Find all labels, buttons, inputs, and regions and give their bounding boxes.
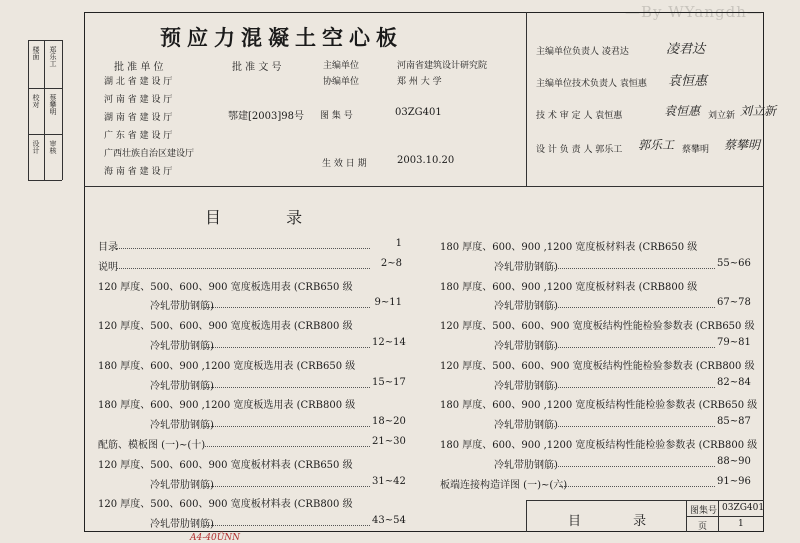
title-block-line xyxy=(686,516,764,517)
toc-leader-dots xyxy=(548,387,715,388)
atlas-label: 图 集 号 xyxy=(320,111,353,121)
toc-entry-text: 120 厚度、500、600、900 宽度板选用表 (CRB650 级 xyxy=(98,281,353,293)
toc-entry-page: 88~90 xyxy=(717,455,751,467)
design-name2: 蔡攀明 xyxy=(682,145,710,155)
toc-entry-text: 180 厚度、600、900 ,1200 宽度板选用表 (CRB650 级 xyxy=(98,360,356,372)
approve-unit: 河 南 省 建 设 厅 xyxy=(104,95,173,105)
strip-text: 校对 xyxy=(32,94,40,108)
toc-entry-text: 180 厚度、600、900 ,1200 宽度板材料表 (CRB650 级 xyxy=(440,242,698,253)
toc-entry-text: 冷轧带肋钢筋) xyxy=(494,380,558,392)
toc-entry-text: 180 厚度、600、900 ,1200 宽度板选用表 (CRB800 级 xyxy=(98,400,356,412)
strip-line xyxy=(28,134,62,135)
strip-line xyxy=(28,40,62,41)
strip-line xyxy=(28,180,62,181)
strip-text: 郑乐工 xyxy=(49,46,57,67)
title-block-atlas-value: 03ZG401 xyxy=(722,503,765,513)
toc-leader-dots xyxy=(548,268,715,269)
approve-unit: 广 东 省 建 设 厅 xyxy=(104,131,173,141)
approve-unit-label: 批 准 单 位 xyxy=(114,62,164,73)
signature-image: 袁恒惠 xyxy=(664,104,701,118)
title-block-line xyxy=(526,500,527,532)
tech-head: 主编单位技术负责人 袁恒惠 xyxy=(536,79,647,89)
toc-leader-dots xyxy=(548,347,715,348)
approve-unit: 湖 南 省 建 设 厅 xyxy=(104,113,173,123)
co-unit-value: 郑 州 大 学 xyxy=(397,77,442,87)
toc-leader-dots xyxy=(204,307,370,308)
signature-image: 刘立新 xyxy=(740,104,777,118)
toc-leader-dots xyxy=(116,248,370,249)
toc-entry-page: 12~14 xyxy=(372,337,406,348)
toc-entry-text: 配筋、模板图 (一)~(十) xyxy=(98,440,206,451)
toc-entry-text: 冷轧带肋钢筋) xyxy=(150,341,214,352)
approve-doc-value: 鄂建[2003]98号 xyxy=(228,111,304,122)
design-head: 设 计 负 责 人 郭乐工 xyxy=(536,145,623,155)
toc-leader-dots xyxy=(204,486,370,487)
toc-leader-dots xyxy=(116,268,370,269)
tech-review-name2: 刘立新 xyxy=(708,111,736,121)
toc-entry-text: 冷轧带肋钢筋) xyxy=(494,261,558,273)
strip-text: 楼面 xyxy=(32,46,40,60)
toc-entry-text: 120 厚度、500、600、900 宽度板材料表 (CRB650 级 xyxy=(98,459,353,471)
strip-line xyxy=(62,40,63,180)
title-block-page-label: 页 xyxy=(698,522,708,532)
signature-image: 凌君达 xyxy=(666,42,706,57)
toc-entry-text: 冷轧带肋钢筋) xyxy=(494,301,558,313)
toc-entry-page: 67~78 xyxy=(717,297,751,309)
atlas-value: 03ZG401 xyxy=(395,107,442,118)
toc-entry-text: 冷轧带肋钢筋) xyxy=(494,341,558,352)
toc-entry-page: 82~84 xyxy=(717,376,751,388)
toc-entry-text: 120 厚度、500、600、900 宽度板结构性能检验参数表 (CRB650 级 xyxy=(440,321,755,333)
toc-leader-dots xyxy=(548,307,715,308)
toc-entry-text: 冷轧带肋钢筋) xyxy=(150,301,214,313)
toc-entry-text: 目录 xyxy=(98,242,118,253)
toc-entry-text: 冷轧带肋钢筋) xyxy=(150,380,214,392)
header-bottom-line xyxy=(84,186,526,187)
strip-line xyxy=(28,88,62,89)
toc-leader-dots xyxy=(204,525,370,526)
toc-leader-dots xyxy=(203,446,370,447)
toc-entry-text: 板端连接构造详图 (一)~(六) xyxy=(440,479,568,491)
toc-entry-text: 冷轧带肋钢筋) xyxy=(150,420,214,432)
toc-entry-text: 180 厚度、600、900 ,1200 宽度板材料表 (CRB800 级 xyxy=(440,281,698,293)
toc-entry-page: 9~11 xyxy=(374,297,402,309)
toc-entry-text: 120 厚度、500、600、900 宽度板选用表 (CRB800 级 xyxy=(98,321,353,333)
toc-leader-dots xyxy=(204,387,370,388)
toc-entry-page: 43~54 xyxy=(372,515,406,527)
toc-entry-page: 2~8 xyxy=(380,257,402,269)
approve-doc-label: 批 准 文 号 xyxy=(232,62,282,73)
header-bottom-line-right xyxy=(526,186,764,187)
toc-entry-page: 21~30 xyxy=(372,436,406,447)
toc-entry-page: 85~87 xyxy=(717,416,751,428)
bottom-stamp: A4-40ÜNN xyxy=(190,533,241,543)
title-block-atlas-label: 图集号 xyxy=(690,506,718,516)
toc-entry-page: 79~81 xyxy=(717,337,751,348)
drawing-frame xyxy=(84,12,764,532)
approve-unit: 海 南 省 建 设 厅 xyxy=(104,167,173,177)
signature-image: 蔡攀明 xyxy=(724,138,761,152)
toc-entry-text: 冷轧带肋钢筋) xyxy=(150,479,214,491)
tech-review: 技 术 审 定 人 袁恒惠 xyxy=(536,111,623,121)
toc-entry-text: 180 厚度、600、900 ,1200 宽度板结构性能检验参数表 (CRB800 级 xyxy=(440,440,758,451)
approve-unit: 广西壮族自治区建设厅 xyxy=(104,149,195,159)
co-unit-label: 协编单位 xyxy=(323,77,360,87)
toc-entry-page: 31~42 xyxy=(372,475,406,487)
effective-value: 2003.10.20 xyxy=(397,155,455,166)
toc-entry-text: 冷轧带肋钢筋) xyxy=(494,420,558,432)
watermark: —By WYangdh— xyxy=(625,3,763,21)
chief-unit-head: 主编单位负责人 凌君达 xyxy=(536,47,629,57)
toc-entry-text: 冷轧带肋钢筋) xyxy=(150,519,214,531)
toc-leader-dots xyxy=(559,486,715,487)
title-block-line xyxy=(526,500,764,501)
toc-entry-text: 120 厚度、500、600、900 宽度板材料表 (CRB800 级 xyxy=(98,499,353,511)
toc-entry-text: 冷轧带肋钢筋) xyxy=(494,459,558,471)
signature-image: 袁恒惠 xyxy=(668,74,708,89)
toc-title: 目 录 xyxy=(205,208,333,227)
toc-entry-text: 说明 xyxy=(98,261,118,273)
toc-leader-dots xyxy=(548,466,715,467)
toc-leader-dots xyxy=(204,426,370,427)
approve-unit: 湖 北 省 建 设 厅 xyxy=(104,77,173,87)
strip-line xyxy=(28,40,29,180)
title-block-name: 目 录 xyxy=(568,514,671,529)
toc-entry-page: 91~96 xyxy=(717,475,751,487)
toc-leader-dots xyxy=(548,426,715,427)
strip-text: 设计 xyxy=(32,140,40,154)
effective-label: 生 效 日 期 xyxy=(322,159,367,169)
header-right-divider xyxy=(526,12,527,186)
strip-text: 蔡攀明 xyxy=(49,94,57,115)
toc-entry-page: 55~66 xyxy=(717,257,751,269)
toc-entry-text: 180 厚度、600、900 ,1200 宽度板结构性能检验参数表 (CRB650 级 xyxy=(440,400,758,412)
toc-entry-page: 15~17 xyxy=(372,376,406,388)
chief-unit-label: 主编单位 xyxy=(323,61,360,71)
chief-unit-value: 河南省建筑设计研究院 xyxy=(397,61,488,71)
toc-entry-text: 120 厚度、500、600、900 宽度板结构性能检验参数表 (CRB800 级 xyxy=(440,360,755,372)
toc-leader-dots xyxy=(204,347,370,348)
page-title: 预应力混凝土空心板 xyxy=(160,26,403,50)
signature-image: 郭乐工 xyxy=(638,138,675,152)
toc-entry-page: 18~20 xyxy=(372,416,406,428)
toc-entry-page: 1 xyxy=(395,238,402,249)
strip-text: 审核 xyxy=(49,140,57,154)
strip-line xyxy=(44,40,45,180)
title-block-page-value: 1 xyxy=(738,519,744,529)
